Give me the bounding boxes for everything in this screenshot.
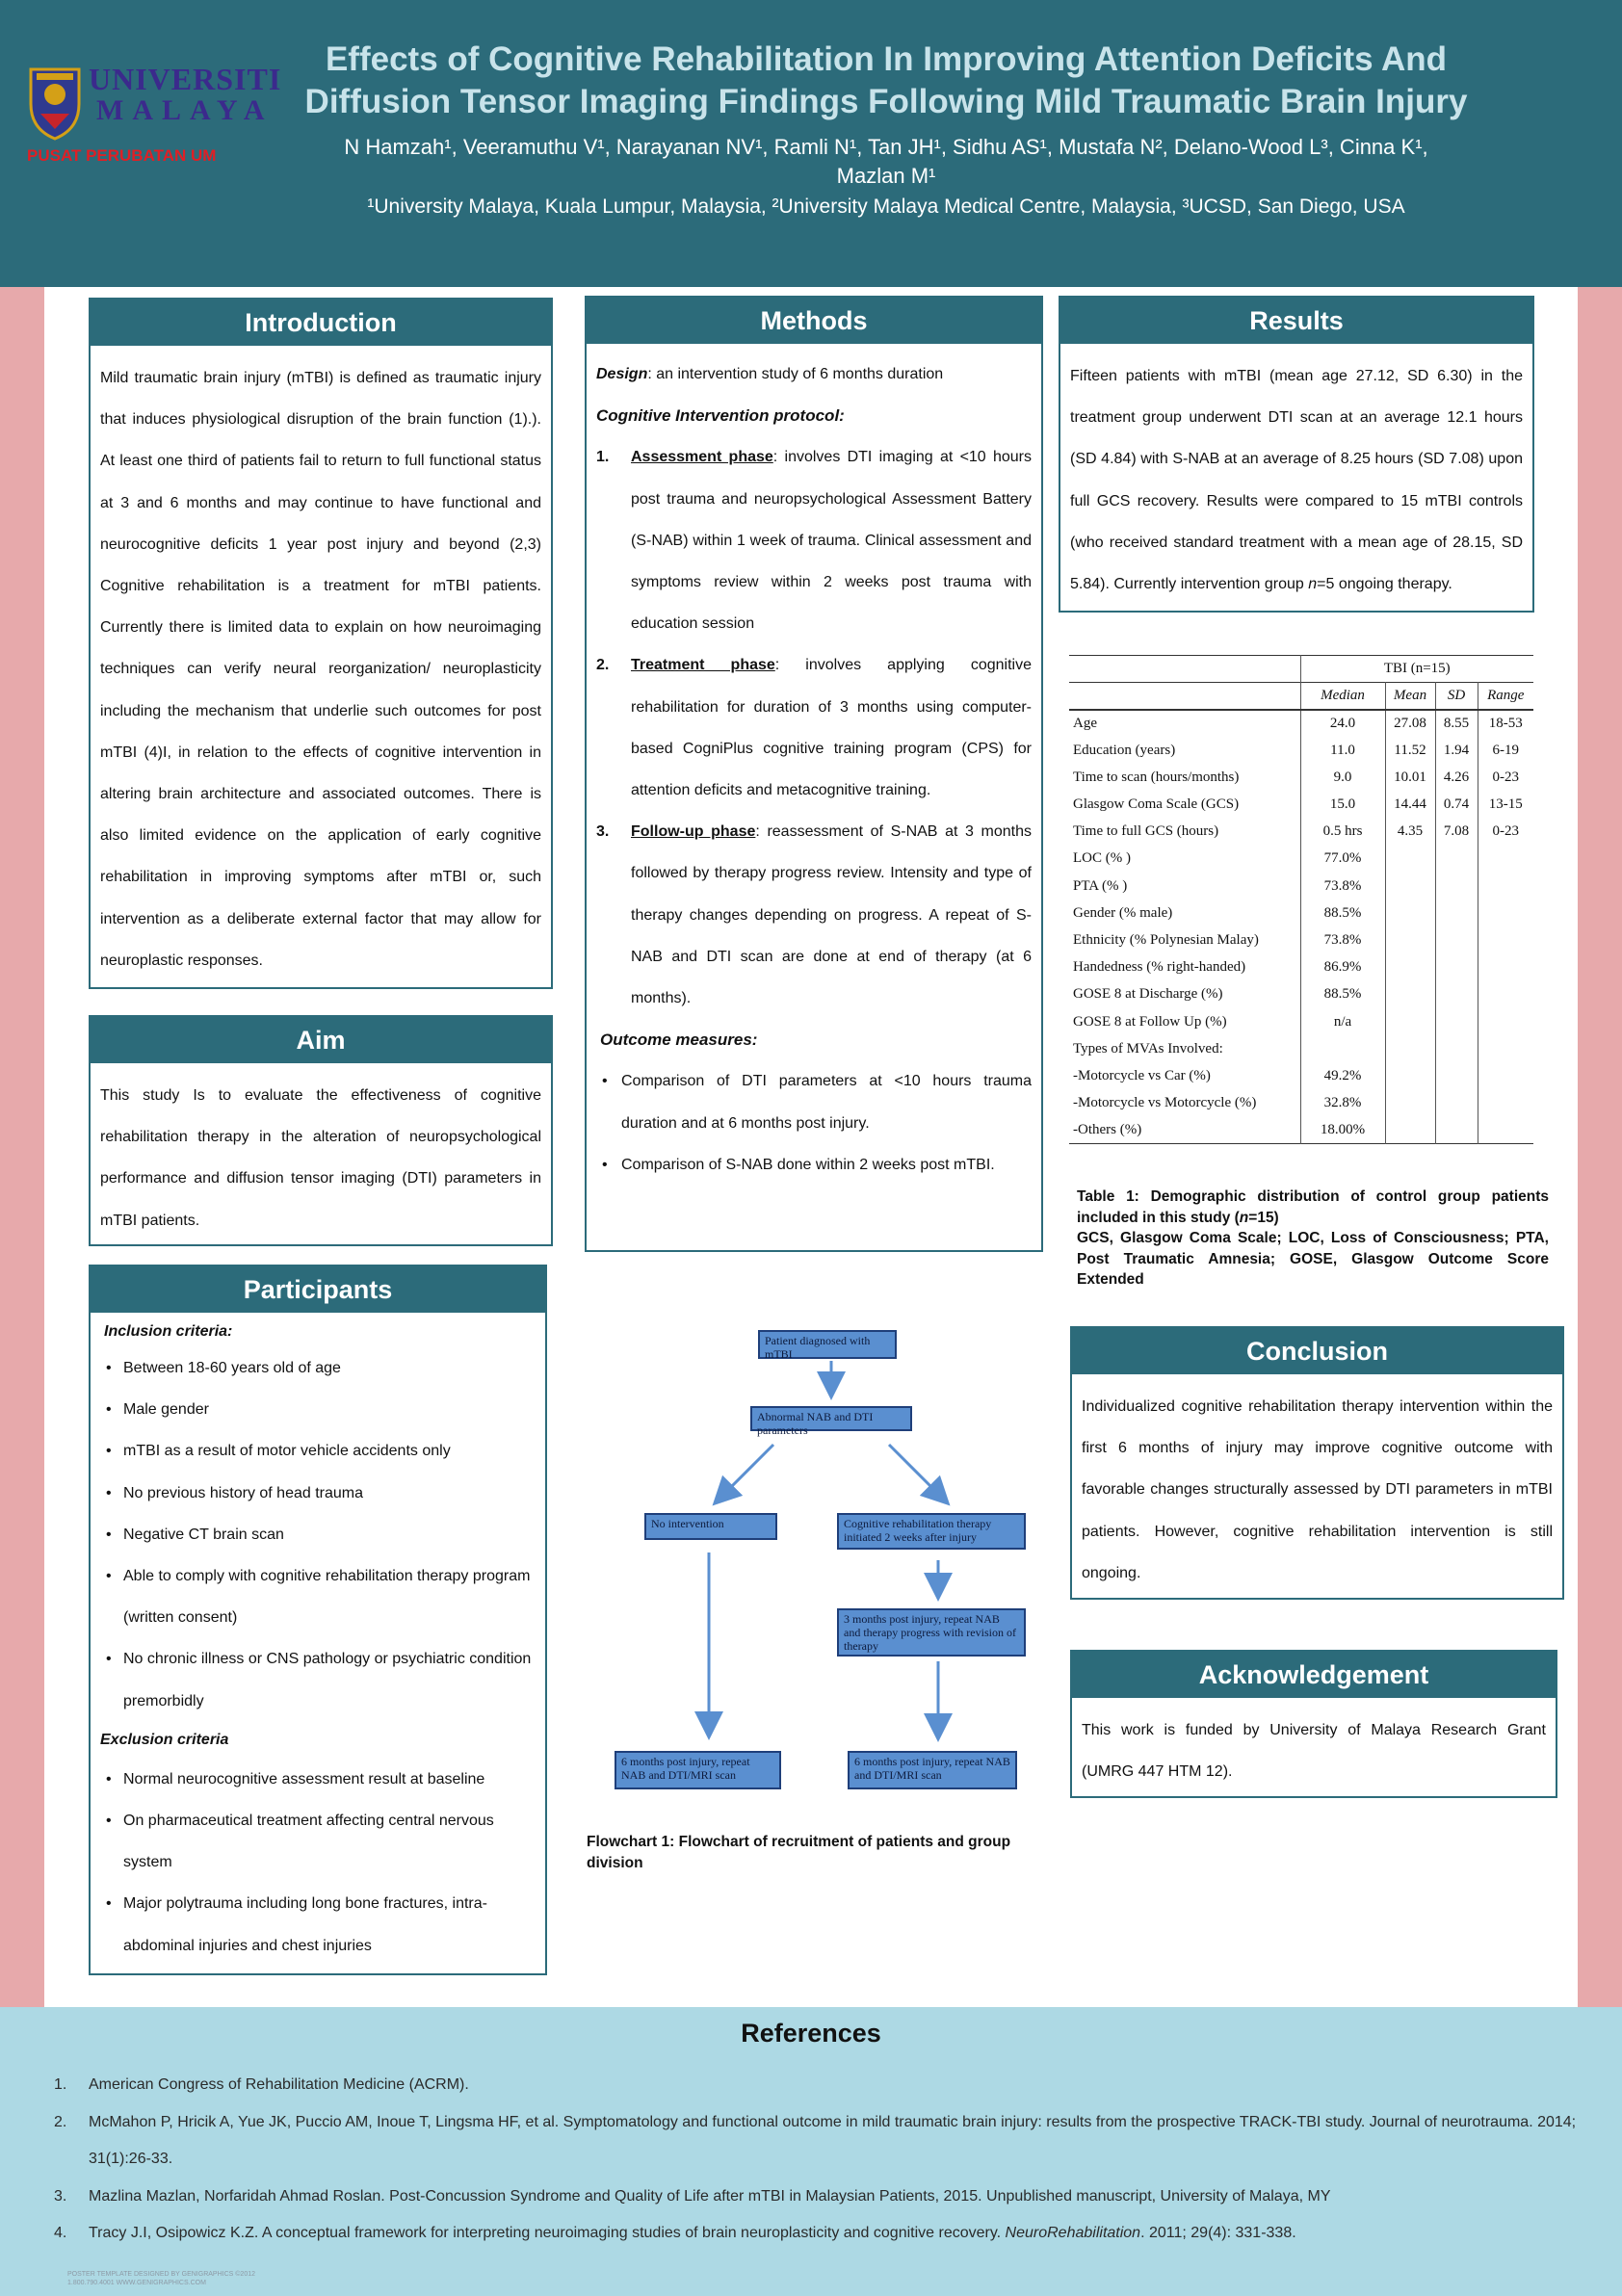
row-label: Time to full GCS (hours) <box>1073 823 1219 840</box>
arrow-2 <box>720 1445 773 1498</box>
logo-subtitle: PUSAT PERUBATAN UM <box>27 146 217 165</box>
template-footnote <box>67 2270 255 2287</box>
row-label: -Motorcycle vs Motorcycle (%) <box>1073 1095 1257 1111</box>
table-cell <box>1478 873 1533 900</box>
table-cell <box>1435 1117 1478 1144</box>
table-cell <box>1385 1035 1435 1062</box>
table-abbreviations: GCS, Glasgow Coma Scale; LOC, Loss of Consciousness; PTA, Post Traumatic Amnesia; GOSE, Glasgow Outcome Score Extended <box>1077 1230 1549 1288</box>
results-text: Fifteen patients with mTBI (mean age 27.12, SD 6.30) in the treatment group underwent DTI scan at an average 12.1 hours (SD 4.84) with S-NAB at an average of 8.25 hours (SD 7.08) upon full GCS recovery. Results were compared to 15 mTBI controls (who received standard treatment with a mean age of 28.15, SD 5.84). Currently intervention group n=5 ongoing therapy. <box>1070 368 1523 593</box>
list-item: • No chronic illness or CNS pathology or psychiatric condition premorbidly <box>106 1651 532 1709</box>
participants-heading: Participants <box>91 1266 545 1313</box>
table-cell: 0.74 <box>1435 791 1478 818</box>
methods-heading: Methods <box>587 298 1041 344</box>
list-item: • No previous history of head trauma <box>106 1484 364 1501</box>
column-header: Range <box>1478 683 1533 710</box>
table-row <box>1069 873 1533 900</box>
authors-line-1: N Hamzah¹, Veeramuthu V¹, Narayanan NV¹, Ramli N¹, Tan JH¹, Sidhu AS¹, Mustafa N², Delano-Wood L³, Cinna K¹, <box>344 135 1428 159</box>
flow-box-therapy-initiated: Cognitive rehabilitation therapy initiated 2 weeks after injury <box>837 1513 1026 1550</box>
protocol-step: 3. Follow-up phase: reassessment of S-NAB at 3 months followed by therapy progress review. Intensity and type of therapy changes depending on progress. A repeat of S-NAB and DTI scan are done at end of therapy (at 6 months). <box>596 823 1033 1007</box>
table-cell <box>1385 981 1435 1008</box>
table-cell: 14.44 <box>1385 791 1435 818</box>
row-label: Handedness (% right-handed) <box>1073 959 1246 976</box>
table-cell: 73.8% <box>1300 926 1385 953</box>
outcome-list <box>596 1060 1032 1186</box>
references-section <box>0 2007 1622 2296</box>
reference-item: 4. Tracy J.I, Osipowicz K.Z. A conceptual framework for interpreting neuroimaging studies of brain neuroplasticity and cognitive recovery. NeuroRehabilitation. 2011; 29(4): 331-338. <box>54 2225 1296 2241</box>
results-heading: Results <box>1060 298 1532 344</box>
logo-malaya-text: MALAYA <box>96 94 274 126</box>
table-cell: 1.94 <box>1435 737 1478 764</box>
results-panel <box>1059 296 1534 613</box>
table-cell <box>1385 1008 1435 1035</box>
table-cell <box>1385 1090 1435 1117</box>
flow-box-diagnosed: Patient diagnosed with mTBI <box>758 1330 897 1359</box>
protocol-step: 1. Assessment phase: involves DTI imaging at <10 hours post trauma and neuropsychological Assessment Battery (S-NAB) within 1 week of trauma. Clinical assessment and symptoms review within 2 weeks post trauma with education session <box>596 449 1032 633</box>
table-cell <box>1435 873 1478 900</box>
table-cell: 77.0% <box>1300 846 1385 873</box>
table-row <box>1069 846 1533 873</box>
table-cell <box>1385 873 1435 900</box>
row-label: Age <box>1073 715 1097 731</box>
table-cell: 10.01 <box>1385 764 1435 791</box>
table-row <box>1069 819 1533 846</box>
exclusion-criteria-title: Exclusion criteria <box>100 1731 229 1748</box>
list-item: • Major polytrauma including long bone fractures, intra-abdominal injuries and chest injuries <box>106 1895 487 1954</box>
table-cell: 18-53 <box>1478 710 1533 737</box>
table-row <box>1069 1117 1533 1144</box>
table-body <box>1069 710 1533 1144</box>
crest-icon <box>27 65 83 141</box>
row-label: GOSE 8 at Follow Up (%) <box>1073 1013 1227 1030</box>
table-cell <box>1478 1035 1533 1062</box>
arrow-3 <box>889 1445 942 1498</box>
list-item: • Able to comply with cognitive rehabilitation therapy program (written consent) <box>106 1568 531 1627</box>
table-cell: 11.0 <box>1300 737 1385 764</box>
participants-body <box>91 1313 545 1967</box>
affiliations: ¹University Malaya, Kuala Lumpur, Malaysia, ²University Malaya Medical Centre, Malaysia, ³UCSD, San Diego, USA <box>367 196 1405 218</box>
table-cell <box>1478 1062 1533 1089</box>
acknowledgement-panel <box>1070 1650 1557 1798</box>
table-cell: 24.0 <box>1300 710 1385 737</box>
row-label: Glasgow Coma Scale (GCS) <box>1073 796 1240 813</box>
row-label: Time to scan (hours/months) <box>1073 769 1240 785</box>
title-line-1: Effects of Cognitive Rehabilitation In Improving Attention Deficits And <box>325 40 1448 78</box>
row-label: Education (years) <box>1073 742 1176 758</box>
list-item: • Normal neurocognitive assessment result at baseline <box>106 1770 485 1787</box>
list-item: • Negative CT brain scan <box>106 1526 284 1543</box>
table-cell <box>1435 846 1478 873</box>
table-cell: 4.35 <box>1385 819 1435 846</box>
column-header: Mean <box>1385 683 1435 710</box>
table-cell <box>1300 1035 1385 1062</box>
table-column-header-row <box>1069 683 1533 710</box>
flow-box-6-months-control: 6 months post injury, repeat NAB and DTI/MRI scan <box>615 1751 781 1789</box>
aim-heading: Aim <box>91 1017 551 1063</box>
author-list <box>270 133 1503 191</box>
row-label: -Others (%) <box>1073 1122 1142 1138</box>
exclusion-list <box>100 1759 536 1967</box>
table-cell: 49.2% <box>1300 1062 1385 1089</box>
flow-box-no-intervention: No intervention <box>644 1513 777 1540</box>
list-item: • On pharmaceutical treatment affecting central nervous system <box>106 1813 494 1871</box>
table-row <box>1069 764 1533 791</box>
column-header: Median <box>1300 683 1385 710</box>
flowchart-caption: Flowchart 1: Flowchart of recruitment of patients and group division <box>587 1834 1011 1871</box>
table-caption: Table 1: Demographic distribution of control group patients included in this study (n=15) GCS, Glasgow Coma Scale; LOC, Loss of Consciousness; PTA, Post Traumatic Amnesia; GOSE, Glasgow Outcome Score Extended <box>1077 1188 1549 1288</box>
title-line-2: Diffusion Tensor Imaging Findings Following Mild Traumatic Brain Injury <box>304 83 1468 120</box>
table-cell: 86.9% <box>1300 954 1385 981</box>
row-label: Types of MVAs Involved: <box>1073 1040 1223 1057</box>
table-row <box>1069 737 1533 764</box>
table-cell <box>1478 954 1533 981</box>
table-cell <box>1478 981 1533 1008</box>
table-cell <box>1478 926 1533 953</box>
logo-university-text: UNIVERSITI <box>89 62 282 96</box>
references-heading: References <box>741 2019 881 2048</box>
footnote-line-1: POSTER TEMPLATE DESIGNED BY GENIGRAPHICS ©2012 <box>67 2271 255 2278</box>
list-item: • Male gender <box>106 1401 209 1419</box>
demographics-table <box>1069 655 1533 1163</box>
list-item: • Comparison of S-NAB done within 2 weeks post mTBI. <box>602 1156 995 1173</box>
outcome-measures-title: Outcome measures: <box>600 1031 758 1050</box>
table-cell <box>1385 926 1435 953</box>
table-cell: 11.52 <box>1385 737 1435 764</box>
table-group-header: TBI (n=15) <box>1300 656 1533 683</box>
table-cell: 8.55 <box>1435 710 1478 737</box>
table-cell <box>1478 1008 1533 1035</box>
footnote-line-2: 1.800.790.4001 WWW.GENIGRAPHICS.COM <box>67 2280 206 2286</box>
row-label: -Motorcycle vs Car (%) <box>1073 1067 1211 1083</box>
table-cell: 88.5% <box>1300 900 1385 926</box>
design-line: Design: an intervention study of 6 months duration <box>596 366 944 382</box>
table-cell: 27.08 <box>1385 710 1435 737</box>
row-label: Ethnicity (% Polynesian Malay) <box>1073 931 1259 948</box>
inclusion-list <box>100 1347 536 1722</box>
table-cell <box>1435 1008 1478 1035</box>
table-row <box>1069 1062 1533 1089</box>
table-cell <box>1478 1090 1533 1117</box>
flow-box-abnormal: Abnormal NAB and DTI parameters <box>750 1406 912 1431</box>
table-row <box>1069 1090 1533 1117</box>
table-cell <box>1435 1035 1478 1062</box>
table-cell: 7.08 <box>1435 819 1478 846</box>
conclusion-text: Individualized cognitive rehabilitation therapy intervention within the first 6 months of injury may improve cognitive outcome with favorable changes structurally assessed by DTI parameters in mTBI patients. However, cognitive rehabilitation intervention is still ongoing. <box>1082 1398 1553 1581</box>
row-label: PTA (% ) <box>1073 877 1128 894</box>
reference-item: 1. American Congress of Rehabilitation Medicine (ACRM). <box>54 2076 469 2093</box>
table-row <box>1069 1008 1533 1035</box>
introduction-text: Mild traumatic brain injury (mTBI) is defined as traumatic injury that induces physiological disruption of the brain function (1).). At least one third of patients fail to return to full functional status at 3 and 6 months and may continue to have functional and neurocognitive deficits 1 year post injury and beyond (2,3) Cognitive rehabilitation is a treatment for mTBI patients. Currently there is limited data to explain on how neuroimaging techniques can verify neural reorganization/ neuroplasticity including the mechanism that underlie such outcomes for post mTBI (4)I, in relation to the effects of cognitive intervention in altering brain architecture and associated outcomes. There is also limited evidence on the application of early cognitive rehabilitation in improving symptoms after mTBI or, such intervention as a deliberate external factor that may allow for neuroplastic responses. <box>100 370 541 969</box>
acknowledgement-text: This work is funded by University of Malaya Research Grant (UMRG 447 HTM 12). <box>1082 1722 1546 1781</box>
table-cell <box>1435 1090 1478 1117</box>
list-item: • Comparison of DTI parameters at <10 hours trauma duration and at 6 months post injury. <box>602 1073 1032 1132</box>
flowchart-arrows <box>578 1319 1060 1782</box>
table-cell: 0-23 <box>1478 819 1533 846</box>
protocol-steps <box>596 436 1032 1019</box>
table-row <box>1069 954 1533 981</box>
column-header: SD <box>1435 683 1478 710</box>
table-cell <box>1435 954 1478 981</box>
methods-panel <box>585 296 1043 1252</box>
row-label: Gender (% male) <box>1073 904 1173 921</box>
table-cell <box>1478 900 1533 926</box>
table-cell: 4.26 <box>1435 764 1478 791</box>
table-cell: 15.0 <box>1300 791 1385 818</box>
table-cell: 32.8% <box>1300 1090 1385 1117</box>
flow-box-6-months-intervention: 6 months post injury, repeat NAB and DTI/MRI scan <box>848 1751 1017 1789</box>
list-item: • mTBI as a result of motor vehicle accidents only <box>106 1443 451 1460</box>
poster-header <box>0 0 1622 287</box>
introduction-heading: Introduction <box>91 300 551 346</box>
row-label: LOC (% ) <box>1073 850 1131 867</box>
table-cell <box>1478 846 1533 873</box>
table-cell: 73.8% <box>1300 873 1385 900</box>
table-row <box>1069 900 1533 926</box>
table-cell: 6-19 <box>1478 737 1533 764</box>
reference-item: 2. McMahon P, Hricik A, Yue JK, Puccio AM, Inoue T, Lingsma HF, et al. Symptomatology and functional outcome in mild traumatic brain injury: results from the prospective TRACK-TBI study. Journal of neurotrauma. 2014; 31(1):26-33. <box>54 2113 1577 2167</box>
left-side-bar <box>0 287 44 2007</box>
participants-panel <box>89 1265 547 1975</box>
conclusion-heading: Conclusion <box>1072 1328 1562 1374</box>
table-cell <box>1435 981 1478 1008</box>
protocol-step: 2. Treatment phase: involves applying cognitive rehabilitation for duration of 3 months using computer-based CogniPlus cognitive training program (CPS) for attention deficits and metacognitive training. <box>596 657 1032 799</box>
aim-text: This study Is to evaluate the effectiveness of cognitive rehabilitation therapy in the alteration of neuropsychological performance and diffusion tensor imaging (DTI) parameters in mTBI patients. <box>100 1087 541 1229</box>
conclusion-panel <box>1070 1326 1564 1600</box>
flow-box-3-months: 3 months post injury, repeat NAB and therapy progress with revision of therapy <box>837 1608 1026 1657</box>
table-group-header-row <box>1069 656 1533 683</box>
protocol-title: Cognitive Intervention protocol: <box>596 406 845 426</box>
university-logo <box>19 58 282 173</box>
table-cell <box>1385 954 1435 981</box>
table-row <box>1069 981 1533 1008</box>
table-cell: 88.5% <box>1300 981 1385 1008</box>
inclusion-criteria-title: Inclusion criteria: <box>104 1323 233 1340</box>
table-cell <box>1385 1117 1435 1144</box>
table-cell: 9.0 <box>1300 764 1385 791</box>
methods-body <box>587 344 1041 1191</box>
row-label: GOSE 8 at Discharge (%) <box>1073 986 1223 1003</box>
reference-item: 3. Mazlina Mazlan, Norfaridah Ahmad Roslan. Post-Concussion Syndrome and Quality of Life after mTBI in Malaysian Patients, 2015. Unpublished manuscript, University of Malaya, MY <box>54 2187 1331 2205</box>
poster-title <box>270 39 1503 123</box>
right-side-bar <box>1578 287 1622 2007</box>
aim-panel <box>89 1015 553 1246</box>
table-cell <box>1435 900 1478 926</box>
table-cell <box>1385 846 1435 873</box>
table-cell: 13-15 <box>1478 791 1533 818</box>
table-row <box>1069 1035 1533 1062</box>
references-list <box>54 2067 1585 2253</box>
table-cell <box>1435 1062 1478 1089</box>
introduction-panel <box>89 298 553 989</box>
table-row <box>1069 791 1533 818</box>
table-cell: 18.00% <box>1300 1117 1385 1144</box>
table-row <box>1069 710 1533 737</box>
table-cell: n/a <box>1300 1008 1385 1035</box>
table-cell <box>1435 926 1478 953</box>
table-cell <box>1385 900 1435 926</box>
list-item: • Between 18-60 years old of age <box>106 1360 341 1376</box>
authors-line-2: Mazlan M¹ <box>836 164 936 188</box>
table-cell: 0.5 hrs <box>1300 819 1385 846</box>
table-cell <box>1385 1062 1435 1089</box>
table-row <box>1069 926 1533 953</box>
table-cell: 0-23 <box>1478 764 1533 791</box>
table-cell <box>1478 1117 1533 1144</box>
acknowledgement-heading: Acknowledgement <box>1072 1652 1556 1698</box>
